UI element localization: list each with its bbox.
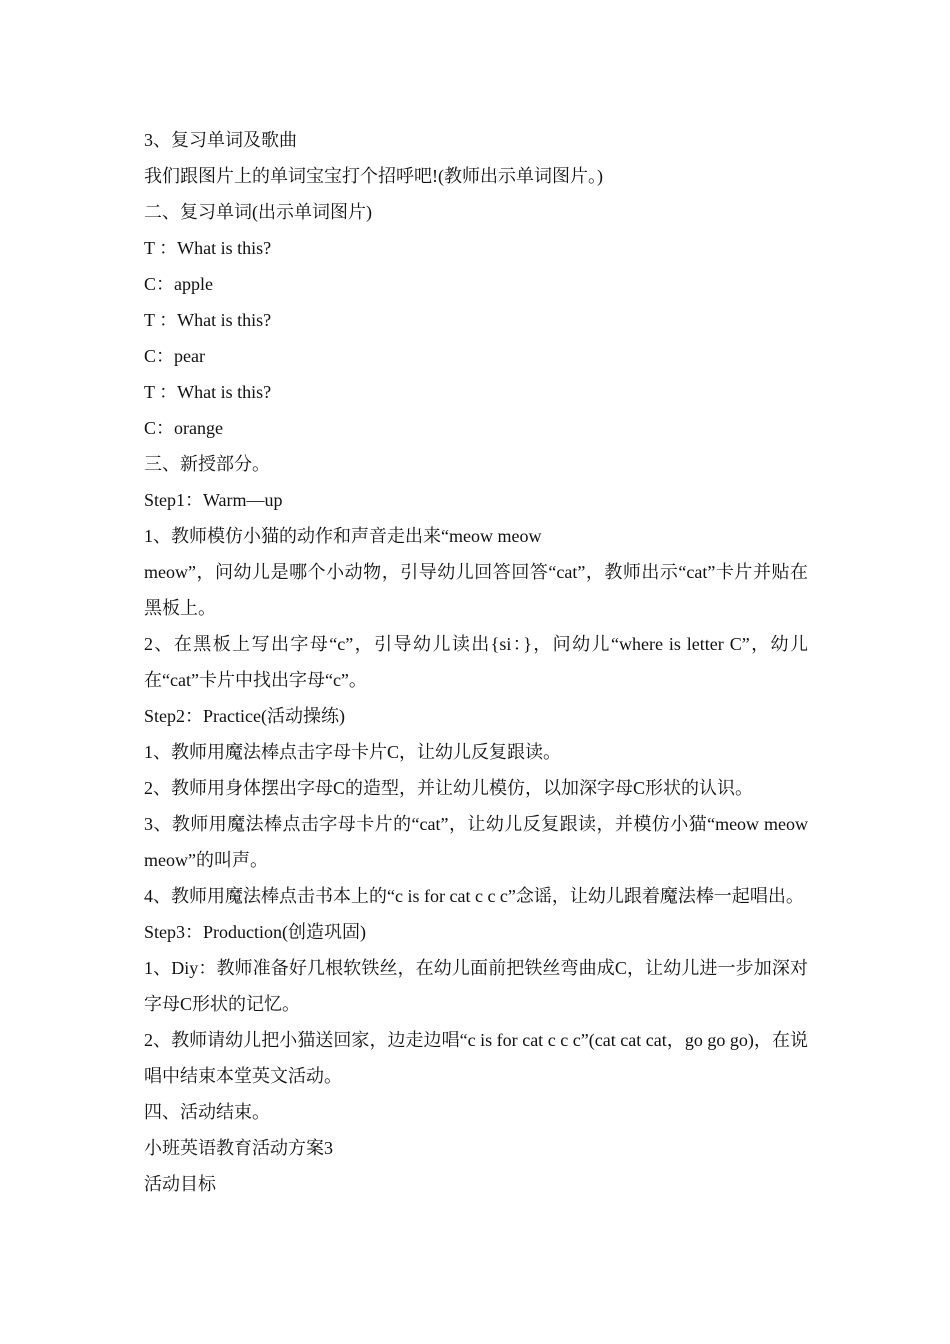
body-paragraph: 2、在黑板上写出字母“c”，引导幼儿读出{si：}，问幼儿“where is letter C”，幼儿在“cat”卡片中找出字母“c”。: [144, 634, 808, 690]
dialogue-line: T ：What is this?: [144, 382, 272, 402]
section-heading: 三、新授部分。: [144, 454, 270, 474]
dialogue-line: T ：What is this?: [144, 310, 272, 330]
step-heading: Step2：Practice(活动操练): [144, 706, 345, 726]
body-paragraph: 1、Diy：教师准备好几根软铁丝，在幼儿面前把铁丝弯曲成C，让幼儿进一步加深对字母C形状的记忆。: [144, 958, 808, 1014]
body-paragraph: 2、教师用身体摆出字母C的造型，并让幼儿模仿，以加深字母C形状的认识。: [144, 778, 754, 798]
step-heading: Step1：Warm—up: [144, 490, 283, 510]
body-paragraph: 4、教师用魔法棒点击书本上的“c is for cat c c c”念谣，让幼儿跟着魔法棒一起唱出。: [144, 886, 804, 906]
dialogue-line: T ：What is this?: [144, 238, 272, 258]
section-heading: 二、复习单词(出示单词图片): [144, 202, 372, 222]
dialogue-line: C：apple: [144, 274, 213, 294]
dialogue-line: C：orange: [144, 418, 223, 438]
step-heading: Step3：Production(创造巩固): [144, 922, 366, 942]
dialogue-line: C：pear: [144, 346, 205, 366]
body-paragraph: 1、教师模仿小猫的动作和声音走出来“meow meow: [144, 526, 542, 546]
body-paragraph: 3、教师用魔法棒点击字母卡片的“cat”，让幼儿反复跟读，并模仿小猫“meow meow meow”的叫声。: [144, 814, 808, 870]
section-heading: 活动目标: [144, 1174, 216, 1194]
body-paragraph: 我们跟图片上的单词宝宝打个招呼吧!(教师出示单词图片。): [144, 166, 603, 186]
body-paragraph: 2、教师请幼儿把小猫送回家，边走边唱“c is for cat c c c”(cat cat cat，go go go)，在说唱中结束本堂英文活动。: [144, 1030, 808, 1086]
document-title: 小班英语教育活动方案3: [144, 1138, 333, 1158]
section-heading: 3、复习单词及歌曲: [144, 130, 297, 150]
body-paragraph: 1、教师用魔法棒点击字母卡片C，让幼儿反复跟读。: [144, 742, 562, 762]
body-paragraph: meow”，问幼儿是哪个小动物，引导幼儿回答回答“cat”，教师出示“cat”卡片并贴在黑板上。: [144, 562, 808, 618]
document-body: [144, 122, 808, 1202]
section-heading: 四、活动结束。: [144, 1102, 270, 1122]
